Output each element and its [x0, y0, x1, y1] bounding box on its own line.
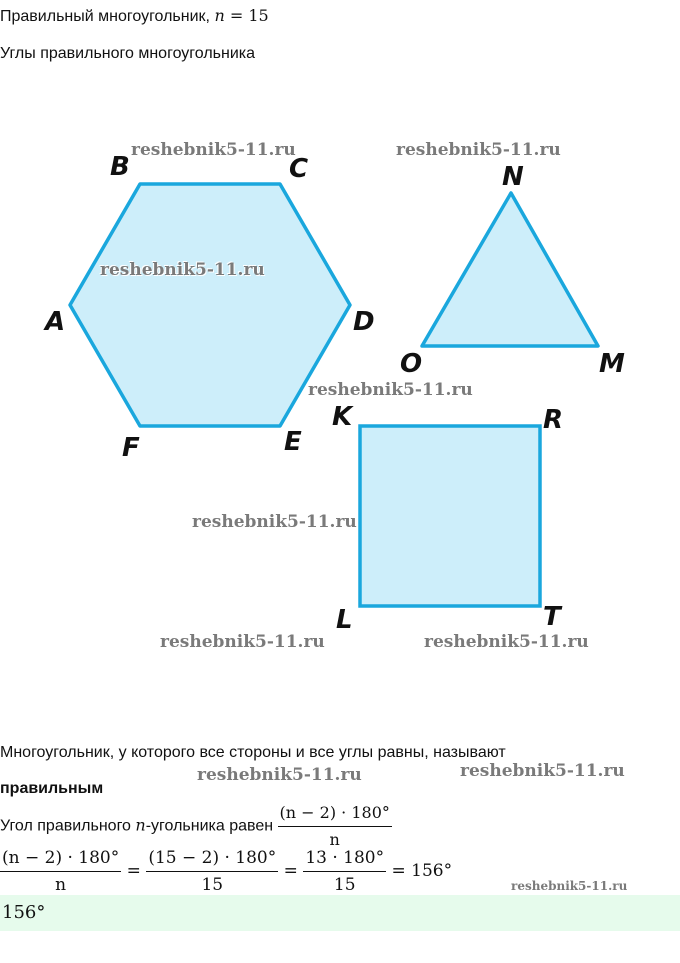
angle-formula: [278, 803, 392, 850]
vertex-label-c: C: [289, 154, 309, 184]
vertex-label-f: F: [122, 433, 140, 463]
angle-rule-prefix: Угол правильного: [0, 817, 131, 835]
watermark: reshebnik5-11.ru: [131, 140, 296, 160]
calc-fraction-2-denominator: 15: [201, 875, 224, 895]
vertex-label-l: L: [336, 605, 353, 635]
calc-equals: =: [126, 861, 141, 881]
calc-fraction-3: [303, 848, 386, 895]
calc-equals: =: [391, 861, 406, 881]
angle-rule: [0, 803, 392, 850]
vertex-label-n: N: [502, 162, 524, 192]
calc-fraction-1-denominator: n: [55, 875, 67, 895]
watermark: reshebnik5-11.ru: [100, 260, 265, 280]
watermark: reshebnik5-11.ru: [308, 380, 473, 400]
calc-fraction-3-numerator: 13 · 180°: [303, 848, 386, 872]
vertex-label-o: O: [400, 349, 423, 379]
square: [360, 426, 540, 606]
answer-box: [0, 895, 680, 931]
vertex-label-b: B: [110, 152, 130, 182]
watermark: reshebnik5-11.ru: [424, 632, 589, 652]
vertex-label-a: A: [45, 307, 66, 337]
vertex-label-m: M: [599, 349, 625, 379]
angle-formula-denominator: n: [329, 830, 340, 849]
definition-text: Многоугольник, у которого все стороны и все углы равны, называют: [0, 744, 506, 761]
calc-fraction-1: [0, 848, 121, 895]
watermark: reshebnik5-11.ru: [197, 765, 362, 785]
vertex-label-k: K: [332, 402, 353, 432]
angle-rule-suffix: -угольника равен: [145, 817, 274, 835]
calc-fraction-3-denominator: 15: [333, 875, 356, 895]
page-title-var: n: [214, 6, 225, 25]
calc-equals: =: [283, 861, 298, 881]
page-title-text: Правильный многоугольник,: [0, 8, 210, 25]
definition-term: правильным: [0, 780, 104, 797]
calc-result: 156°: [411, 861, 453, 881]
angle-formula-numerator: (n − 2) · 180°: [278, 803, 392, 827]
triangle: [422, 193, 598, 346]
calculation: [0, 848, 452, 895]
watermark: reshebnik5-11.ru: [511, 879, 628, 893]
calc-fraction-1-numerator: (n − 2) · 180°: [0, 848, 121, 872]
page-title-eq: = 15: [224, 6, 269, 25]
vertex-label-d: D: [353, 307, 375, 337]
angle-rule-var: n: [135, 815, 146, 835]
vertex-label-t: T: [543, 602, 561, 632]
calc-fraction-2: [146, 848, 278, 895]
polygons-figure: [0, 120, 680, 680]
watermark: reshebnik5-11.ru: [160, 632, 325, 652]
watermark: reshebnik5-11.ru: [192, 512, 357, 532]
vertex-label-r: R: [543, 405, 564, 435]
answer-value: 156°: [2, 902, 46, 923]
watermark: reshebnik5-11.ru: [460, 761, 625, 781]
page-title: [0, 6, 269, 26]
vertex-label-e: E: [284, 427, 302, 457]
calc-fraction-2-numerator: (15 − 2) · 180°: [146, 848, 278, 872]
watermark: reshebnik5-11.ru: [396, 140, 561, 160]
subtitle: Углы правильного многоугольника: [0, 45, 256, 62]
